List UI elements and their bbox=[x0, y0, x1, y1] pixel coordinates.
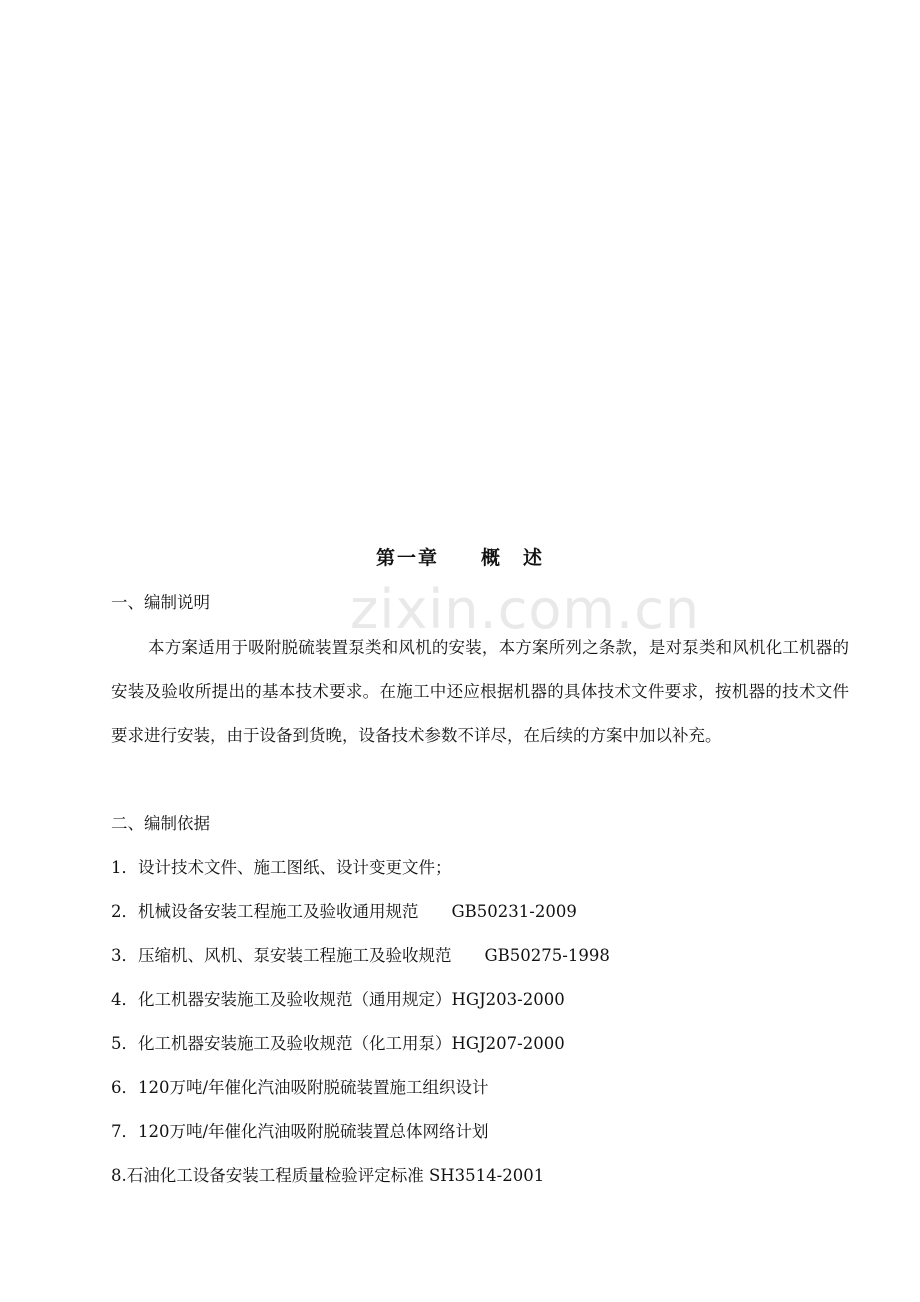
chapter-title: 第一章 概 述 bbox=[375, 547, 544, 569]
section-heading-compilation-basis: 二、编制依据 bbox=[111, 814, 210, 833]
watermark: zixin.com.cn bbox=[350, 578, 701, 641]
reference-item: 6．120万吨/年催化汽油吸附脱硫装置施工组织设计 bbox=[111, 1078, 489, 1097]
compilation-notes-paragraph: 本方案适用于吸附脱硫装置泵类和风机的安装，本方案所列之条款，是对泵类和风机化工机器的安装及验收所提出的基本技术要求。在施工中还应根据机器的具体技术文件要求，按机器的技术文件要求进行安装，由于设备到货晚，设备技术参数不详尽，在后续的方案中加以补充。 bbox=[111, 638, 849, 745]
reference-item: 7．120万吨/年催化汽油吸附脱硫装置总体网络计划 bbox=[111, 1122, 489, 1141]
reference-item: 1．设计技术文件、施工图纸、设计变更文件； bbox=[111, 858, 452, 877]
reference-item: 3．压缩机、风机、泵安装工程施工及验收规范 GB50275-1998 bbox=[111, 946, 610, 965]
reference-item: 8.石油化工设备安装工程质量检验评定标准 SH3514-2001 bbox=[111, 1166, 545, 1185]
reference-item: 2．机械设备安装工程施工及验收通用规范 GB50231-2009 bbox=[111, 902, 577, 921]
reference-item: 4．化工机器安装施工及验收规范（通用规定）HGJ203-2000 bbox=[111, 990, 565, 1009]
reference-item: 5．化工机器安装施工及验收规范（化工用泵）HGJ207-2000 bbox=[111, 1034, 565, 1053]
section-heading-compilation-notes: 一、编制说明 bbox=[111, 593, 210, 612]
